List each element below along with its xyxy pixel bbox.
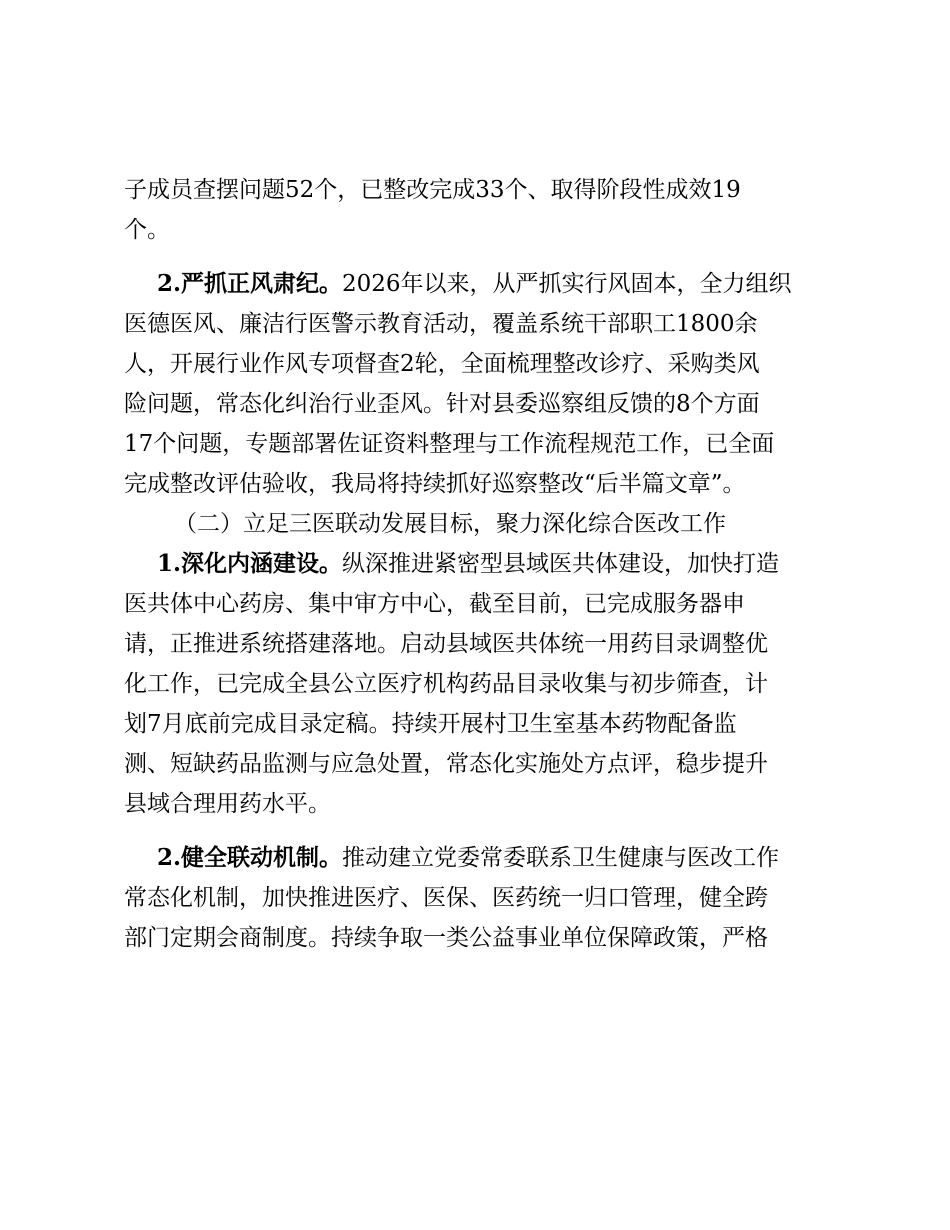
paragraph-line: 医共体中心药房、集中审方中心，截至目前，已完成服务器申: [124, 591, 745, 617]
item-heading-line: [124, 838, 832, 878]
paragraph-line: 17个问题，专题部署佐证资料整理与工作流程规范工作，已全面: [124, 431, 775, 457]
paragraph-line: 请，正推进系统搭建落地。启动县域医共体统一用药目录调整优: [124, 631, 768, 657]
paragraph-line: 人，开展行业作风专项督查2轮，全面梳理整改诊疗、采购类风: [124, 351, 760, 377]
paragraph-line: 部门定期会商制度。持续争取一类公益事业单位保障政策，严格: [124, 925, 768, 951]
paragraph-line: 险问题，常态化纠治行业歪风。针对县委巡察组反馈的8个方面: [124, 391, 760, 417]
paragraph-line: 医德医风、廉洁行医警示教育活动，覆盖系统干部职工1800余: [124, 311, 758, 337]
paragraph-line: 化工作，已完成全县公立医疗机构药品目录收集与初步筛查，计: [124, 671, 768, 697]
item-heading: 2.严抓正风肃纪。: [157, 270, 343, 297]
paragraph-line: 完成整改评估验收，我局将持续抓好巡察整改“后半篇文章”。: [124, 471, 746, 497]
paragraph-line: 常态化机制，加快推进医疗、医保、医药统一归口管理，健全跨: [124, 885, 768, 911]
item-heading: 2.健全联动机制。: [157, 844, 343, 871]
paragraph-line: 测、短缺药品监测与应急处置，常态化实施处方点评，稳步提升: [124, 751, 768, 777]
item-text: 2026年以来，从严抓实行风固本，全力组织: [342, 271, 792, 297]
item-heading-line: [124, 264, 832, 304]
item-text: 纵深推进紧密型县域医共体建设，加快打造: [342, 551, 780, 577]
paragraph-line: 子成员查摆问题52个，已整改完成33个、取得阶段性成效19: [124, 177, 741, 203]
item-heading: 1.深化内涵建设。: [157, 550, 343, 577]
paragraph-line: 个。: [124, 217, 170, 243]
paragraph-line: 划7月底前完成目录定稿。持续开展村卫生室基本药物配备监: [124, 711, 737, 737]
item-text: 推动建立党委常委联系卫生健康与医改工作: [342, 845, 780, 871]
section-heading: （二）立足三医联动发展目标，聚力深化综合医改工作: [174, 511, 726, 537]
document-body: [124, 170, 832, 958]
item-heading-line: [124, 544, 832, 584]
paragraph-line: 县域合理用药水平。: [124, 791, 331, 817]
